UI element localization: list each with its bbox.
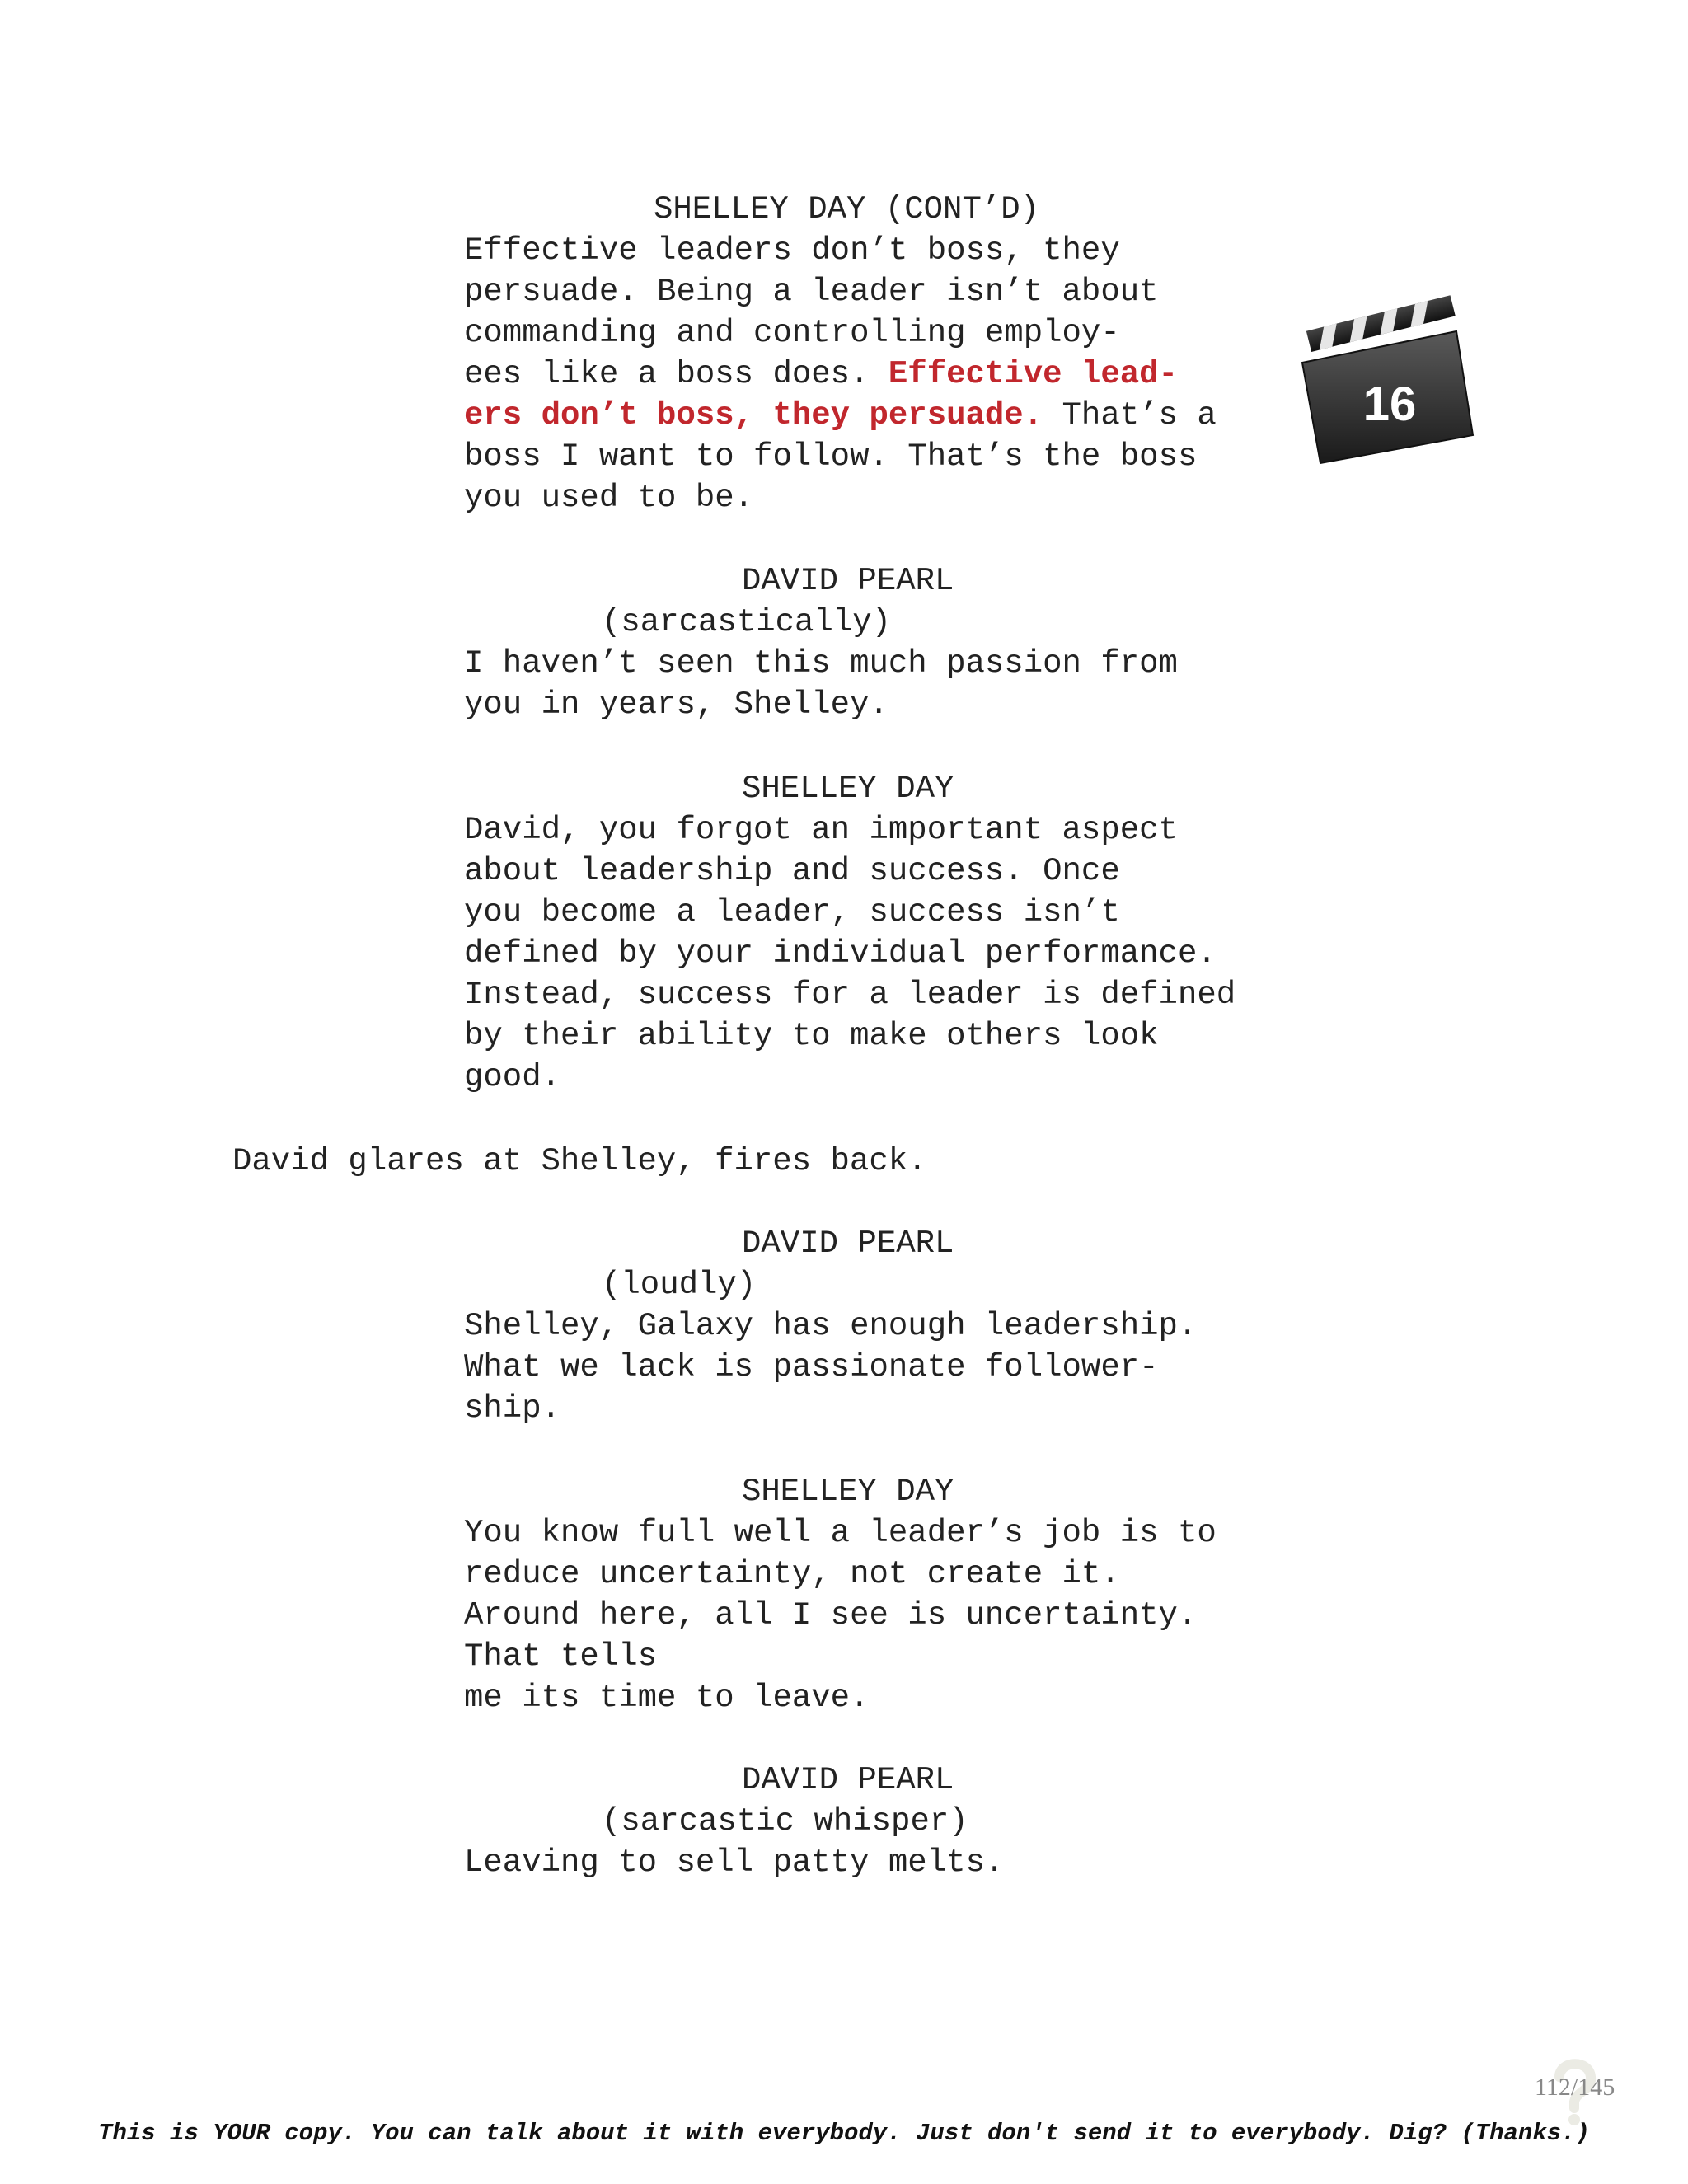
- highlighted-quote: Effective lead-: [888, 356, 1178, 392]
- character-name: SHELLEY DAY: [742, 771, 954, 807]
- dialogue-line: good.: [464, 1059, 561, 1095]
- dialogue-line: Shelley, Galaxy has enough leadership.: [464, 1308, 1198, 1344]
- dialogue-line: commanding and controlling employ-: [464, 315, 1120, 351]
- action-line: David glares at Shelley, fires back.: [232, 1143, 927, 1179]
- dialogue-line: Leaving to sell patty melts.: [464, 1844, 1005, 1881]
- dialogue-line: I haven’t seen this much passion from: [464, 645, 1178, 682]
- clapperboard-icon: [1279, 280, 1485, 470]
- character-name: SHELLEY DAY (CONT’D): [654, 191, 1040, 227]
- parenthetical: (sarcastically): [602, 604, 892, 640]
- dialogue-line: you in years, Shelley.: [464, 687, 889, 723]
- dialogue-line: you used to be.: [464, 480, 754, 516]
- dialogue-line: you become a leader, success isn’t: [464, 894, 1120, 930]
- dialogue-line: Around here, all I see is uncertainty.: [464, 1597, 1198, 1633]
- dialogue-line: by their ability to make others look: [464, 1018, 1159, 1054]
- dialogue-line: persuade. Being a leader isn’t about: [464, 274, 1159, 310]
- dialogue-text: That’s a: [1043, 397, 1217, 434]
- page-number: 112/145: [1535, 2074, 1615, 2101]
- clapper-number: 16: [1362, 377, 1417, 431]
- character-name: SHELLEY DAY: [742, 1474, 954, 1510]
- dialogue-line: You know full well a leader’s job is to: [464, 1515, 1217, 1551]
- dialogue-line: Instead, success for a leader is defined: [464, 977, 1236, 1013]
- footer-notice: This is YOUR copy. You can talk about it with everybody. Just don't send it to everybody. Dig? (Thanks.): [98, 2120, 1590, 2147]
- dialogue-line: ship.: [464, 1390, 561, 1427]
- parenthetical: (loudly): [602, 1267, 757, 1303]
- dialogue-line: David, you forgot an important aspect: [464, 812, 1178, 848]
- dialogue-line: Effective leaders don’t boss, they: [464, 232, 1120, 269]
- dialogue-line: about leadership and success. Once: [464, 853, 1120, 889]
- dialogue-line: reduce uncertainty, not create it.: [464, 1556, 1120, 1592]
- dialogue-line: boss I want to follow. That’s the boss: [464, 438, 1198, 475]
- parenthetical: (sarcastic whisper): [602, 1803, 968, 1840]
- dialogue-text: ees like a boss does.: [464, 356, 889, 392]
- highlighted-quote: ers don’t boss, they persuade.: [464, 397, 1043, 434]
- dialogue-line: me its time to leave.: [464, 1680, 870, 1716]
- character-name: DAVID PEARL: [742, 1762, 954, 1798]
- dialogue-line: defined by your individual performance.: [464, 935, 1217, 972]
- dialogue-line: [464, 395, 1217, 436]
- dialogue-line: [464, 354, 1178, 395]
- character-name: DAVID PEARL: [742, 1226, 954, 1262]
- dialogue-line: That tells: [464, 1638, 658, 1675]
- character-name: DAVID PEARL: [742, 563, 954, 599]
- dialogue-line: What we lack is passionate follower-: [464, 1349, 1159, 1385]
